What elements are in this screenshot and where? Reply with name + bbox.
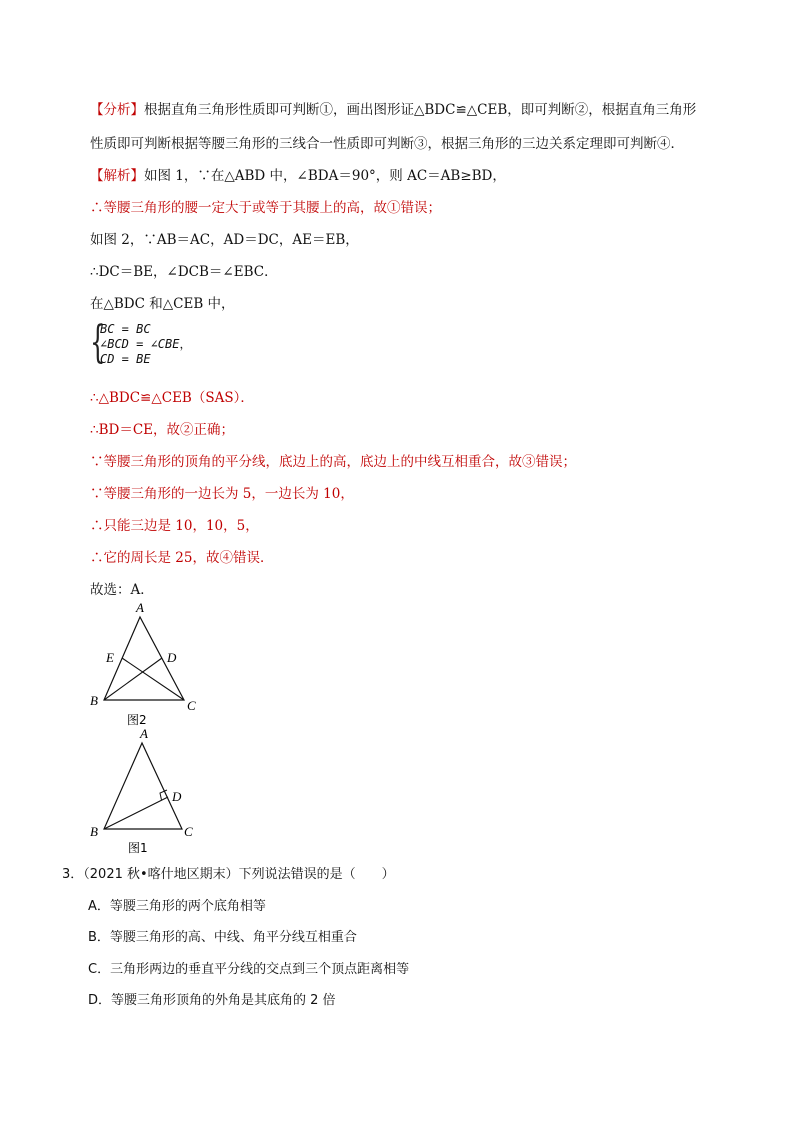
solution-line-9: ∵等腰三角形的一边长为 5，一边长为 10，: [90, 486, 354, 502]
solution-line-10: ∴只能三边是 10，10，5，: [90, 518, 259, 534]
solution-line-11: ∴它的周长是 25，故④错误．: [90, 550, 274, 566]
figure-2-svg: [86, 600, 206, 730]
solution-line-1: [90, 167, 506, 185]
fig2-label-a: A: [136, 600, 144, 615]
system-row-3: CD = BE: [100, 352, 151, 366]
figure-1: [86, 726, 206, 858]
question-stem: 3．（2021 秋•喀什地区期末）下列说法错误的是（ ）: [62, 867, 395, 882]
solution-text-1: 如图 1，∵在△ABD 中，∠BDA＝90°，则 AC＝AB≥BD，: [144, 168, 506, 184]
solution-line-8: ∵等腰三角形的顶角的平分线，底边上的高，底边上的中线互相重合，故③错误；: [90, 454, 576, 470]
fig2-label-d: D: [167, 650, 177, 665]
analysis-line-2: 性质即可判断根据等腰三角形的三线合一性质即可判断③，根据三角形的三边关系定理即可判断④．: [90, 136, 684, 152]
system-row-2-eq: ∠BCD = ∠CBE: [100, 337, 180, 351]
figure-2: [86, 600, 206, 730]
fig2-caption: 图2: [127, 713, 147, 727]
left-brace-icon: {: [90, 317, 106, 368]
solution-line-2: ∴等腰三角形的腰一定大于或等于其腰上的高，故①错误；: [90, 200, 441, 216]
solution-line-5: 在△BDC 和△CEB 中，: [90, 296, 235, 312]
fig1-label-a: A: [140, 726, 148, 741]
fig2-label-c: C: [187, 698, 196, 713]
system-row-2: [100, 337, 192, 351]
figure-1-svg: [86, 726, 206, 858]
system-row-1: BC = BC: [100, 322, 151, 336]
system-row-2-suffix: ，: [179, 337, 192, 351]
analysis-line-1: [90, 101, 696, 119]
fig1-caption: 图1: [128, 841, 148, 855]
fig2-label-b: B: [90, 693, 98, 708]
solution-line-6: ∴△BDC≌△CEB（SAS）．: [90, 390, 254, 406]
option-c: C．三角形两边的垂直平分线的交点到三个顶点距离相等: [88, 962, 410, 977]
solution-tag: 【解析】: [90, 168, 144, 184]
fig1-label-d: D: [172, 789, 182, 804]
option-b: B．等腰三角形的高、中线、角平分线互相重合: [88, 930, 357, 945]
solution-line-4: ∴DC＝BE，∠DCB＝∠EBC．: [90, 264, 278, 280]
fig1-label-b: B: [90, 824, 98, 839]
option-a: A．等腰三角形的两个底角相等: [88, 899, 266, 914]
solution-line-3: 如图 2，∵AB＝AC，AD＝DC，AE＝EB，: [90, 232, 359, 248]
analysis-text-1: 根据直角三角形性质即可判断①，画出图形证△BDC≌△CEB，即可判断②，根据直角三角形: [144, 102, 697, 118]
fig1-label-c: C: [184, 824, 193, 839]
triangle-abc-1: [104, 743, 182, 829]
equation-system: [90, 317, 220, 368]
analysis-tag: 【分析】: [90, 102, 144, 118]
option-d: D．等腰三角形顶角的外角是其底角的 2 倍: [88, 993, 336, 1008]
solution-answer: 故选：A．: [90, 582, 154, 598]
solution-line-7: ∴BD＝CE，故②正确；: [90, 422, 235, 438]
segment-bd-1: [104, 797, 168, 829]
fig2-label-e: E: [106, 650, 114, 665]
